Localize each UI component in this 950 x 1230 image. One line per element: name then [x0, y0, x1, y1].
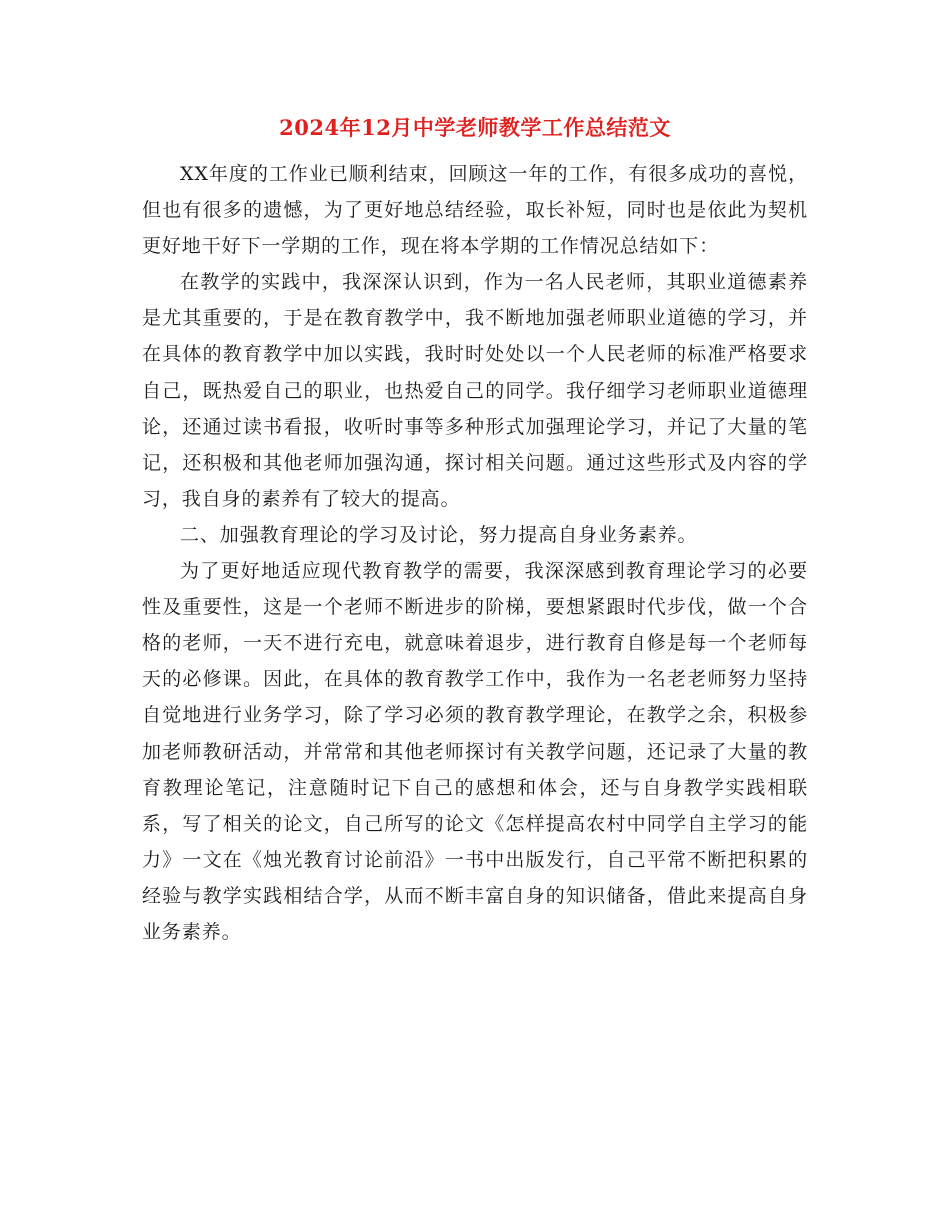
paragraph-section-heading: 二、加强教育理论的学习及讨论，努力提高自身业务素养。 — [180, 523, 698, 546]
paragraph-intro: XX年度的工作业已顺利结束，回顾这一年的工作，有很多成功的喜悦，但也有很多的遗憾，为了更好地总结经验，取长补短，同时也是依此为契机更好地干好下一学期的工作，现在将本学期的工作情况总结如下： — [142, 163, 808, 258]
document-title: 2024年12月中学老师教学工作总结范文 — [279, 115, 671, 140]
paragraph-professional-ethics: 在教学的实践中，我深深认识到，作为一名人民老师，其职业道德素养是尤其重要的，于是在教育教学中，我不断地加强老师职业道德的学习，并在具体的教育教学中加以实践，我时时处处以一个人民老师的标准严格要求自己，既热爱自己的职业，也热爱自己的同学。我仔细学习老师职业道德理论，还通过读书看报，收听时事等多种形式加强理论学习，并记了大量的笔记，还积极和其他老师加强沟通，探讨相关问题。通过这些形式及内容的学习，我自身的素养有了较大的提高。 — [142, 271, 808, 510]
document-body — [142, 156, 808, 950]
paragraph-theory-study: 为了更好地适应现代教育教学的需要，我深深感到教育理论学习的必要性及重要性，这是一个老师不断进步的阶梯，要想紧跟时代步伐，做一个合格的老师，一天不进行充电，就意味着退步，进行教育自修是每一个老师每天的必修课。因此，在具体的教育教学工作中，我作为一名老老师努力坚持自觉地进行业务学习，除了学习必须的教育教学理论，在教学之余，积极参加老师教研活动，并常常和其他老师探讨有关教学问题，还记录了大量的教育教理论笔记，注意随时记下自己的感想和体会，还与自身教学实践相联系，写了相关的论文，自己所写的论文《怎样提高农村中同学自主学习的能力》一文在《烛光教育讨论前沿》一书中出版发行，自己平常不断把积累的经验与教学实践相结合学，从而不断丰富自身的知识储备，借此来提高自身业务素养。 — [142, 560, 808, 943]
